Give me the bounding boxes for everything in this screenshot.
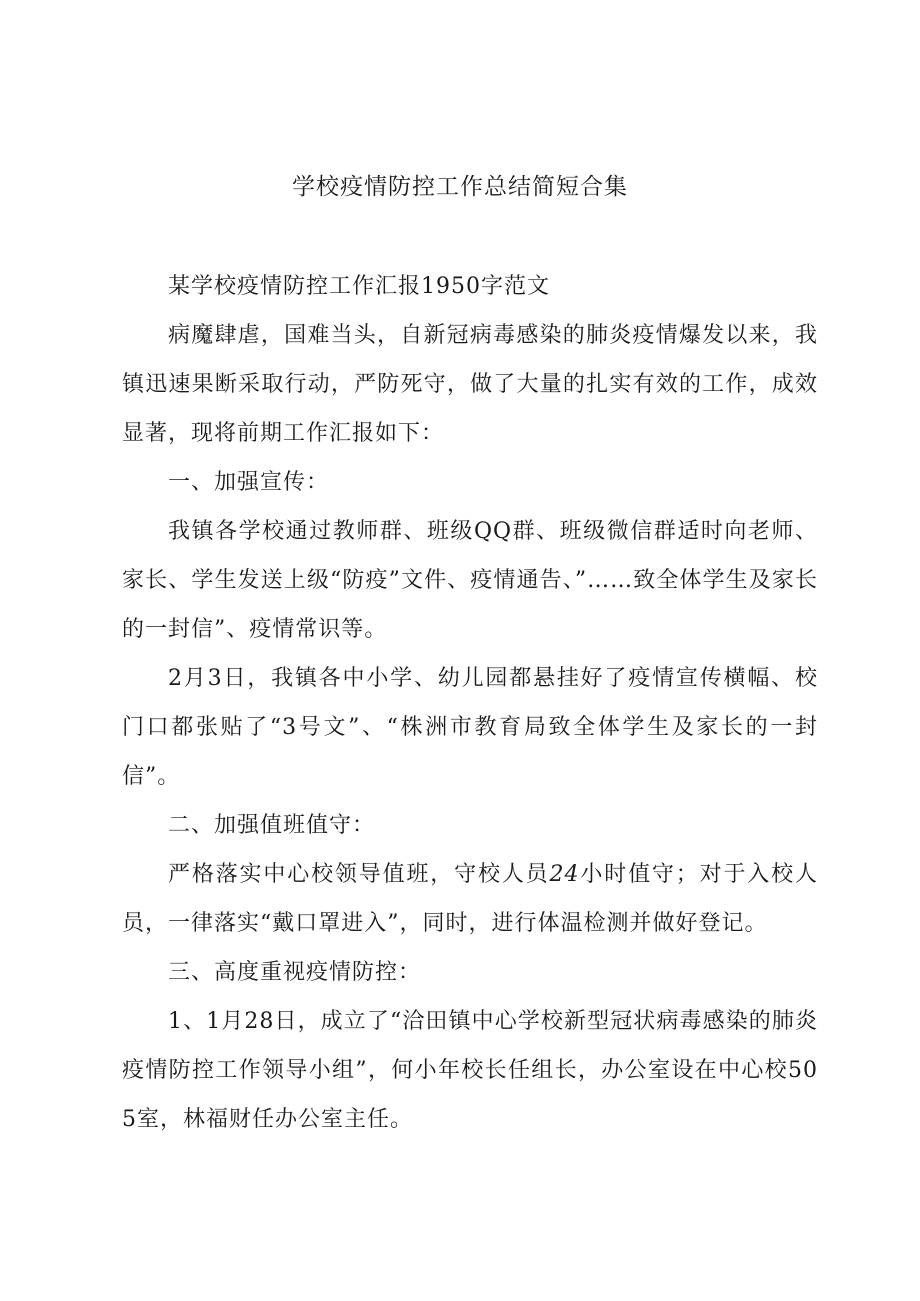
section-heading-duty: 二、加强值班值守： — [168, 813, 376, 838]
paragraph-duty-part-a: 严格落实中心校领导值班，守校人员 — [168, 862, 550, 887]
document-title: 学校疫情防控工作总结简短合集 — [292, 174, 628, 200]
section-heading-publicity: 一、加强宣传： — [168, 470, 330, 495]
paragraph-publicity-1: 我镇各学校通过教师群、班级QQ群、班级微信群适时向老师、家长、学生发送上级“防疫”文件、疫情通告、”……致全体学生及家长的一封信”、疫情常识等。 — [122, 519, 818, 642]
section-heading-prevention: 三、高度重视疫情防控： — [168, 960, 422, 985]
paragraph-subtitle: 某学校疫情防控工作汇报1950字范文 — [168, 274, 550, 299]
paragraph-intro: 病魔肆虐，国难当头，自新冠病毒感染的肺炎疫情爆发以来，我镇迅速果断采取行动，严防死守，做了大量的扎实有效的工作，成效显著，现将前期工作汇报如下： — [122, 323, 818, 446]
paragraph-duty-part-b: 小时值守；对于入校人员，一律落实“戴口罩进入”，同时，进行体温检测并做好登记。 — [122, 862, 818, 936]
document-body — [122, 262, 818, 1144]
paragraph-duty — [122, 850, 818, 948]
paragraph-duty-hours: 24 — [549, 862, 580, 887]
paragraph-prevention-1: 1、1月28日，成立了“洽田镇中心学校新型冠状病毒感染的肺炎疫情防控工作领导小组”，何小年校长任组长，办公室设在中心校505室，林福财任办公室主任。 — [122, 1009, 818, 1132]
paragraph-publicity-2: 2月3日，我镇各中小学、幼儿园都悬挂好了疫情宣传横幅、校门口都张贴了“3号文”、“株洲市教育局致全体学生及家长的一封信”。 — [122, 666, 818, 789]
